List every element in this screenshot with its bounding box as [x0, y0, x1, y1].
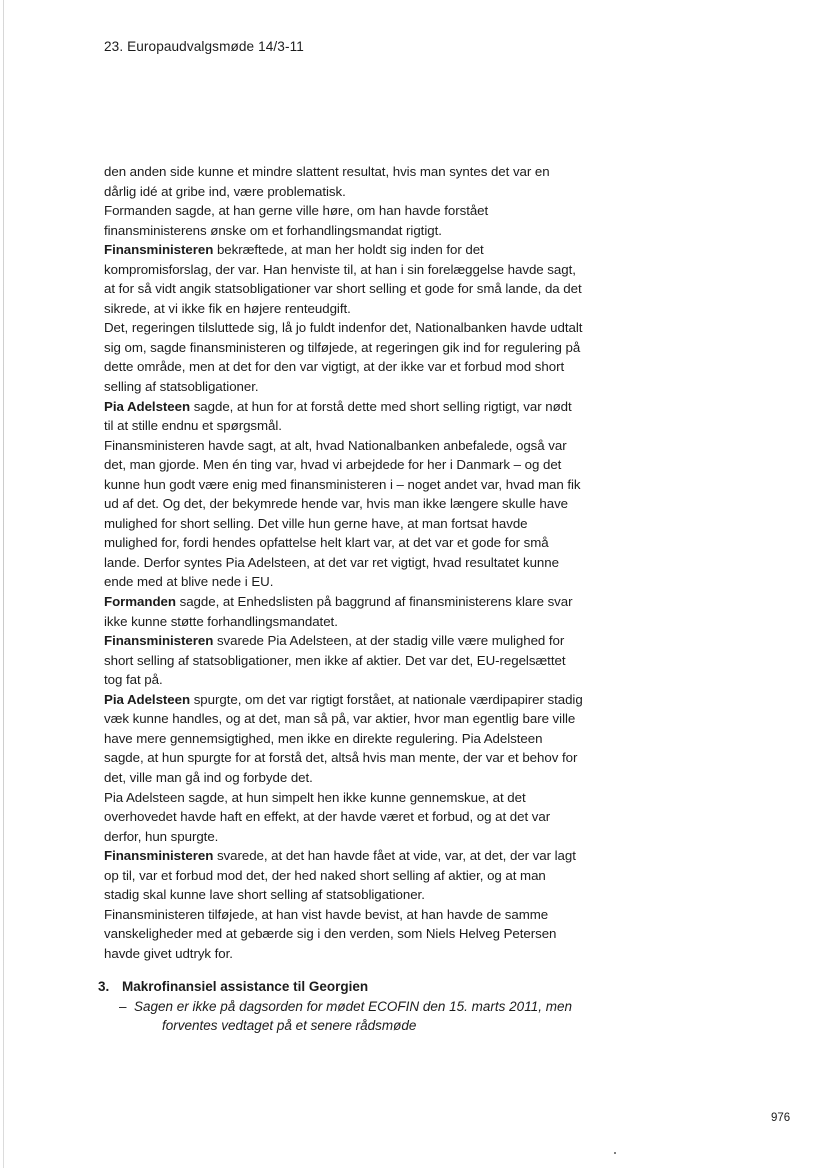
- paragraph: [104, 788, 584, 847]
- paragraph-text: bekræftede, at man her holdt sig inden for det kompromisforslag, der var. Han henviste til, at han i sin forelæggelse havde sagt, at for så vidt angik statsobligationer var short selling et gode for små lande, da det sikrede, at vi ikke fik en højere renteudgift.: [104, 242, 582, 316]
- paragraph-text: svarede Pia Adelsteen, at der stadig ville være mulighed for short selling af statsobligationer, men ikke af aktier. Det var det, EU-regelsættet tog fat på.: [104, 633, 566, 688]
- paragraph: [104, 631, 584, 690]
- paragraph: [104, 436, 584, 592]
- agenda-section: [98, 979, 618, 1035]
- scan-speck: [614, 1152, 616, 1154]
- paragraph-text: Pia Adelsteen sagde, at hun simpelt hen ikke kunne gennemskue, at det overhovedet havde haft en effekt, at der havde været et forbud, og at det var derfor, hun spurgte.: [104, 789, 551, 844]
- paragraph: [104, 846, 584, 905]
- paragraph: [104, 690, 584, 788]
- paragraph: [104, 162, 584, 201]
- paragraph-text: Finansministeren tilføjede, at han vist havde bevist, at han havde de samme vanskeligheder med at gebærde sig i den verden, som Niels Helveg Petersen havde givet udtryk for.: [104, 906, 557, 961]
- paragraph-text: spurgte, om det var rigtigt forstået, at nationale værdipapirer stadig væk kunne handles, og at det, man så på, var aktier, hvor man egentlig bare ville have mere gennemsigtighed, men ikke en direkte regulering. Pia Adelsteen sagde, at hun spurgte for at forstå det, altså hvis man mente, der var et behov for det, ville man gå ind og forbyde det.: [104, 691, 583, 785]
- paragraph-text: sagde, at hun for at forstå dette med short selling rigtigt, var nødt til at stille endnu et spørgsmål.: [104, 398, 572, 434]
- speaker: Pia Adelsteen: [104, 398, 191, 414]
- page-number: 976: [771, 1112, 791, 1124]
- paragraph-text: Formanden sagde, at han gerne ville høre, om han havde forstået finansministerens ønske om et forhandlingsmandat rigtigt.: [104, 203, 489, 238]
- paragraph: [104, 318, 584, 396]
- paragraph: [104, 240, 584, 318]
- section-note-text: Sagen er ikke på dagsorden for mødet ECOFIN den 15. marts 2011, men forventes vedtaget på et senere rådsmøde: [134, 999, 572, 1033]
- document-body: [104, 162, 584, 963]
- speaker: Finansministeren: [104, 633, 214, 649]
- paragraph-text: sagde, at Enhedslisten på baggrund af finansministerens klare svar ikke kunne støtte forhandlingsmandatet.: [104, 594, 573, 629]
- paragraph-text: Finansministeren havde sagt, at alt, hvad Nationalbanken anbefalede, også var det, man gjorde. Men én ting var, hvad vi arbejdede for her i Danmark – og det kunne hun godt være enig med finansministeren i – noget andet var, hvad man fik ud af det. Og det, der bekymrede hende var, hvis man ikke længere skulle have mulighed for short selling. Det ville hun gerne have, at man fortsat havde mulighed for, fordi hendes opfattelse helt klart var, at det var et gode for små lande. Derfor syntes Pia Adelsteen, at det var ret vigtigt, hvad resultatet kunne ende med at blive nede i EU.: [104, 437, 581, 590]
- section-note: [98, 997, 618, 1035]
- paragraph: [104, 905, 584, 964]
- paragraph: [104, 397, 584, 436]
- speaker: Formanden: [104, 594, 176, 610]
- scan-edge: [3, 0, 4, 1168]
- speaker: Finansministeren: [104, 242, 214, 258]
- bullet-dash: –: [119, 999, 127, 1014]
- speaker: Pia Adelsteen: [104, 691, 191, 707]
- paragraph: [104, 201, 584, 240]
- section-title: Makrofinansiel assistance til Georgien: [122, 979, 369, 994]
- paragraph-text: den anden side kunne et mindre slattent resultat, hvis man syntes det var en dårlig idé at gribe ind, være problematisk.: [104, 164, 550, 199]
- page-header: 23. Europaudvalgsmøde 14/3-11: [104, 39, 304, 54]
- section-heading: [98, 979, 618, 994]
- paragraph: [104, 592, 584, 631]
- paragraph-text: Det, regeringen tilsluttede sig, lå jo fuldt indenfor det, Nationalbanken havde udtalt sig om, sagde finansministeren og tilføjede, at regeringen gik ind for regulering på dette område, men at det for den var vigtigt, at der ikke var et forbud mod short selling af statsobligationer.: [104, 320, 583, 395]
- speaker: Finansministeren: [104, 848, 214, 864]
- section-number: 3.: [98, 979, 110, 994]
- paragraph-text: svarede, at det han havde fået at vide, var, at det, der var lagt op til, var et forbud mod det, der hed naked short selling af aktier, og at man stadig skal kunne lave short selling af statsobligationer.: [104, 848, 576, 903]
